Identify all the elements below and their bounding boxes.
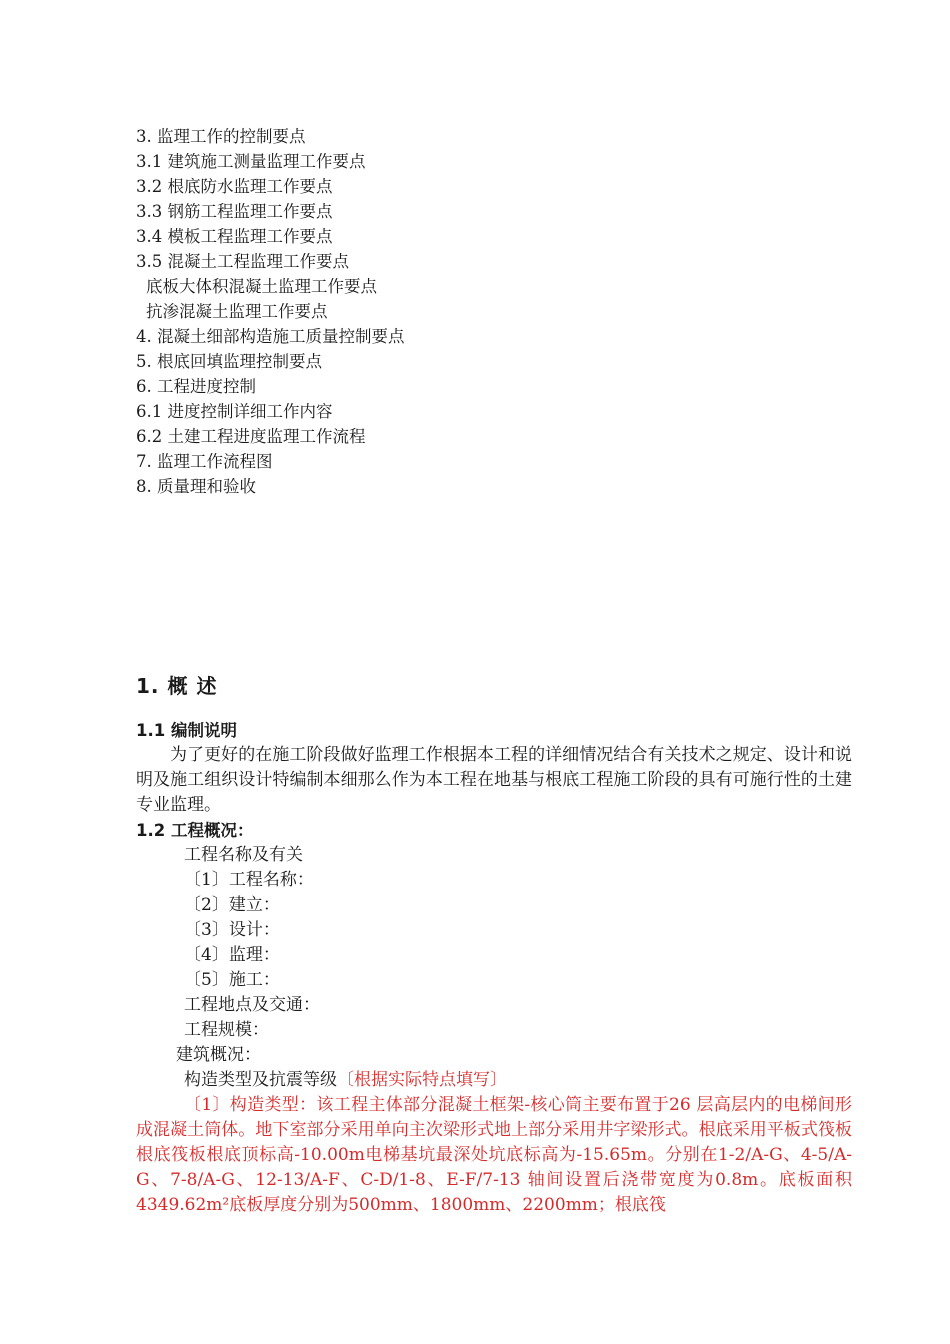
project-location: 工程地点及交通： [184,995,320,1015]
section-1-title: 1. 概 述 [136,674,218,698]
section-1-2-title: 1.2 工程概况： [136,821,254,840]
toc-item: 6.1 进度控制详细工作内容 [136,402,333,421]
section-1-body [136,718,852,1218]
toc-item: 3.4 模板工程监理工作要点 [136,227,333,246]
project-name-heading: 工程名称及有关 [184,845,303,865]
project-item: 〔1〕工程名称： [184,870,314,890]
toc-item: 4. 混凝土细部构造施工质量控制要点 [136,327,405,346]
toc-item: 7. 监理工作流程图 [136,452,273,471]
building-overview: 建筑概况： [176,1045,261,1065]
toc-item: 6.2 土建工程进度监理工作流程 [136,427,366,446]
section-1-1-title: 1.1 编制说明 [136,721,237,740]
toc-item: 5. 根底回填监理控制要点 [136,352,322,371]
toc-item: 3.2 根底防水监理工作要点 [136,177,333,196]
toc-item: 底板大体积混凝土监理工作要点 [146,277,377,296]
project-scale: 工程规模： [184,1020,269,1040]
toc-item: 3. 监理工作的控制要点 [136,127,306,146]
project-item: 〔5〕施工： [184,970,280,990]
structure-note: 〔根据实际特点填写〕 [337,1070,507,1090]
project-item: 〔4〕监理： [184,945,280,965]
toc-item: 抗渗混凝土监理工作要点 [146,302,328,321]
structure-heading: 构造类型及抗震等级 [184,1070,337,1090]
section-1-1-paragraph: 为了更好的在施工阶段做好监理工作根据本工程的详细情况结合有关技术之规定、设计和说明及施工组织设计特编制本细那么作为本工程在地基与根底工程施工阶段的具有可施行性的土建专业监理。 [136,745,852,815]
structure-paragraph: 〔1〕构造类型：该工程主体部分混凝土框架-核心筒主要布置于26 层高层内的电梯间形成混凝土筒体。地下室部分采用单向主次梁形式地上部分采用井字梁形式。根底采用平板式筏板根底筏板根底顶标高-10.00m电梯基坑最深处坑底标高为-15.65m。分别在1-2/A-G、4-5/A-G、7-8/A-G、12-13/A-F、C-D/1-8、E-F/7-13 轴间设置后浇带宽度为0.8m。底板面积4349.62m²底板厚度分别为500mm、1800mm、2200mm；根底筏 [136,1095,852,1215]
toc-item: 3.5 混凝土工程监理工作要点 [136,252,349,271]
structure-heading-line [136,1068,852,1093]
toc-item: 8. 质量理和验收 [136,477,256,496]
toc-item: 6. 工程进度控制 [136,377,256,396]
project-item: 〔3〕设计： [184,920,280,940]
project-item: 〔2〕建立： [184,895,280,915]
table-of-contents [136,124,836,499]
toc-item: 3.3 钢筋工程监理工作要点 [136,202,333,221]
toc-item: 3.1 建筑施工测量监理工作要点 [136,152,366,171]
